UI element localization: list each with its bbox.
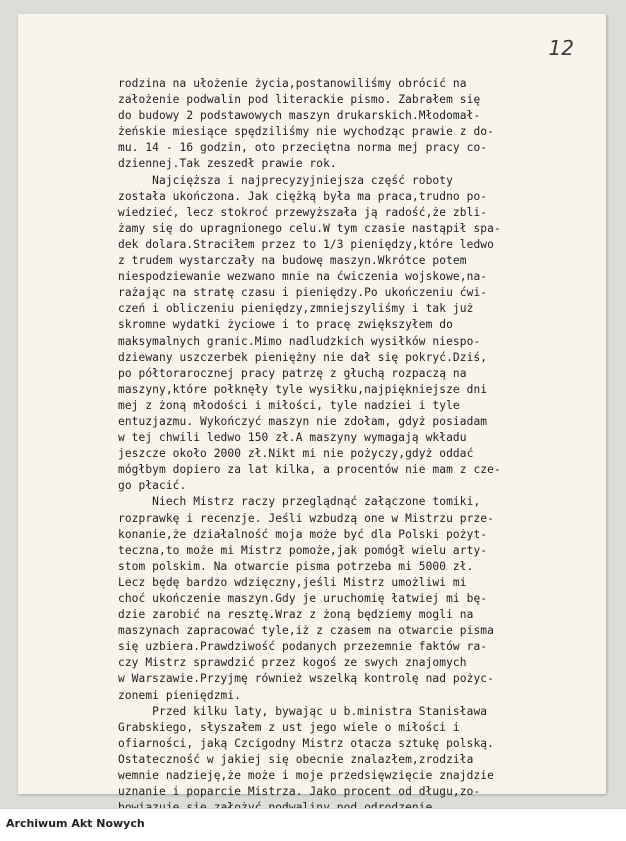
text-line: się uzbiera.Prawdziwość podanych przezemnie faktów ra- (118, 640, 488, 654)
text-line: do budowy 2 podstawowych maszyn drukarskich.Młodomał- (118, 109, 481, 123)
text-line: skromne wydatki życiowe i to pracę zwiększyłem do (118, 318, 453, 332)
text-line: w tej chwili ledwo 150 zł.A maszyny wymagają wkładu (118, 431, 467, 445)
text-line: teczna,to może mi Mistrz pomoże,jak pomógł wielu arty- (118, 543, 488, 557)
text-line: Najcięższa i najprecyzyjniejsza część roboty (118, 173, 453, 187)
text-line: dzie zarobić na resztę.Wraz z żoną będziemy mogli na (118, 608, 474, 622)
text-line: entuzjazmu. Wykończyć maszyn nie zdołam, gdyż posiadam (118, 414, 488, 428)
text-line: Niech Mistrz raczy przeglądnąć załączone tomiki, (118, 495, 481, 509)
text-line: została ukończona. Jak ciężką była ma praca,trudno po- (118, 189, 488, 203)
text-line: choć ukończenie maszyn.Gdy je uruchomię łatwiej mi bę- (118, 592, 488, 605)
archive-name: Archiwum Akt Nowych (6, 817, 145, 830)
text-line: po półtorarocznej pracy patrzę z głuchą rozpaczą na (118, 366, 467, 380)
text-line: zonemi pieniędzmi. (118, 688, 242, 702)
text-line: Lecz będę bardzo wdzięczny,jeśli Mistrz umożliwi mi (118, 575, 467, 589)
text-line: czeń i obliczeniu pieniędzy,zmniejszyliśmy i tak już (118, 302, 474, 316)
text-line: Ostateczność w jakiej się obecnie znalazłem,zrodziła (118, 752, 474, 766)
page-number: 12 (548, 36, 574, 60)
text-line: założenie podwalin pod literackie pismo. Zabrałem się (118, 93, 481, 107)
text-line: czy Mistrz sprawdzić przez kogoś ze swych znajomych (118, 656, 467, 670)
text-line: stom polskim. Na otwarcie pisma potrzeba mi 5000 zł. (118, 559, 474, 573)
text-line: dziewany uszczerbek pieniężny nie dał się pokryć.Dziś, (118, 350, 488, 364)
text-line: rażając na stratę czasu i pieniędzy.Po ukończeniu ćwi- (118, 286, 488, 300)
archive-footer (0, 808, 626, 841)
text-line: uznanie i poparcie Mistrza. Jako procent od długu,zo- (118, 785, 481, 799)
text-line: mógłbym dopiero za lat kilka, a procentów nie mam z cze- (118, 463, 501, 477)
text-line: maksymalnych granic.Mimo nadludzkich wysiłków niespo- (118, 334, 481, 348)
text-line: jeszcze około 2000 zł.Nikt mi nie pożyczy,gdyż oddać (118, 447, 474, 461)
text-line: mu. 14 - 16 godzin, oto przeciętna norma mej pracy co- (118, 141, 488, 155)
text-line: konanie,że działalność moja może być dla Polski pożyt- (118, 527, 488, 541)
text-line: żamy się do upragnionego celu.W tym czasie nastąpił spa- (118, 221, 501, 235)
text-line: ofiarności, jaką Czcigodny Mistrz otacza sztukę polską. (118, 736, 494, 750)
text-line: maszynach zapracować tyle,iż z czasem na otwarcie pisma (118, 624, 494, 638)
text-line: z trudem wystarczały na budowę maszyn.Wkrótce potem (118, 254, 467, 268)
text-line: Grabskiego, słyszałem z ust jego wiele o miłości i (118, 720, 460, 734)
text-line: żeńskie miesiące spędziliśmy nie wychodząc prawie z do- (118, 125, 494, 139)
text-line: Przed kilku laty, bywając u b.ministra Stanisława (118, 704, 488, 718)
text-line: go płacić. (118, 479, 187, 493)
text-line: maszyny,które połknęły tyle wysiłku,najpiękniejsze dni (118, 382, 488, 396)
text-line: rodzina na ułożenie życia,postanowiliśmy obrócić na (118, 77, 467, 90)
text-line: wiedzieć, lecz stokroć przewyższała ją radość,że zbli- (118, 205, 488, 219)
text-line: niespodziewanie wezwano mnie na ćwiczenia wojskowe,na- (118, 270, 488, 284)
text-line: rozprawkę i recenzje. Jeśli wzbudzą one w Mistrzu prze- (118, 511, 494, 525)
text-line: w Warszawie.Przyjmę również wszelką kontrolę nad pożyc- (118, 672, 494, 686)
typed-letter-body (118, 76, 588, 816)
text-line: dziennej.Tak zeszedł prawie rok. (118, 157, 337, 171)
text-line: mej z żoną młodości i miłości, tyle nadziei i tyle (118, 398, 460, 412)
text-line: wemnie nadzieję,że może i moje przedsięwzięcie znajdzie (118, 769, 494, 783)
text-line: dek dolara.Straciłem przez to 1/3 pieniędzy,które ledwo (118, 237, 494, 251)
